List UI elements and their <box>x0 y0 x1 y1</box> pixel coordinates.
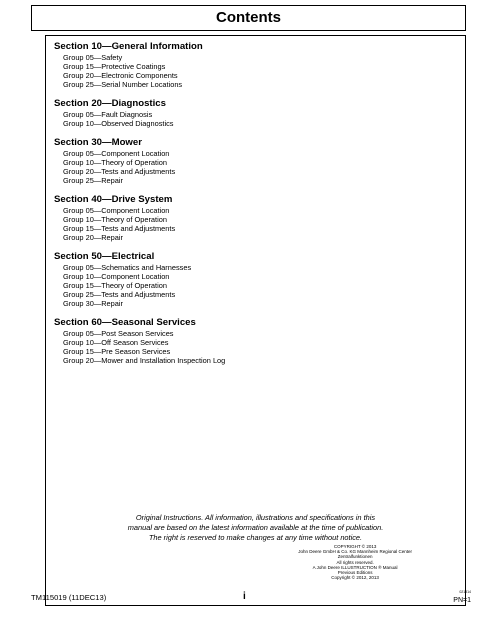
toc-section <box>54 137 457 185</box>
section-heading[interactable]: Section 40—Drive System <box>54 194 173 205</box>
group-entry[interactable]: Group 30—Repair <box>63 299 123 308</box>
notice-line: The right is reserved to make changes at any time without notice. <box>148 533 363 542</box>
group-entry[interactable]: Group 05—Component Location <box>63 149 170 158</box>
group-entry[interactable]: Group 10—Component Location <box>63 272 170 281</box>
group-entry[interactable]: Group 20—Tests and Adjustments <box>63 167 176 176</box>
copyright-line: Previous Editions <box>337 570 373 576</box>
group-entry[interactable]: Group 20—Mower and Installation Inspection Log <box>63 356 226 365</box>
copyright-line: COPYRIGHT © 2013 <box>333 544 377 549</box>
group-entry[interactable]: Group 15—Tests and Adjustments <box>63 224 176 233</box>
section-heading[interactable]: Section 60—Seasonal Services <box>54 317 196 328</box>
toc-section <box>54 251 457 308</box>
toc-section <box>54 41 457 89</box>
table-of-contents <box>54 41 457 374</box>
group-entry[interactable]: Group 25—Repair <box>63 176 123 185</box>
copyright-line: A John Deere ILLUSTRUCTION ® Manual <box>312 564 398 570</box>
section-heading[interactable]: Section 10—General Information <box>54 41 203 52</box>
group-entry[interactable]: Group 05—Post Season Services <box>63 329 174 338</box>
group-entry[interactable]: Group 05—Fault Diagnosis <box>63 110 153 119</box>
page-title: Contents <box>216 9 281 26</box>
section-heading[interactable]: Section 30—Mower <box>54 137 142 148</box>
page-number: i <box>243 591 246 602</box>
toc-section <box>54 98 457 128</box>
group-entry[interactable]: Group 10—Theory of Operation <box>63 158 167 167</box>
document-id: TM115019 (11DEC13) <box>31 593 107 602</box>
copyright-line: Zentralfunktionen <box>337 554 373 560</box>
group-entry[interactable]: Group 05—Schematics and Harnesses <box>63 263 192 272</box>
notice-line: Original Instructions. All information, illustrations and specifications in this <box>135 513 376 522</box>
group-entry[interactable]: Group 15—Protective Coatings <box>63 62 166 71</box>
section-heading[interactable]: Section 50—Electrical <box>54 251 155 262</box>
header-box <box>31 5 466 31</box>
group-entry[interactable]: Group 25—Serial Number Locations <box>63 80 183 89</box>
group-entry[interactable]: Group 25—Tests and Adjustments <box>63 290 176 299</box>
group-entry[interactable]: Group 15—Theory of Operation <box>63 281 167 290</box>
pn-label: PN=1 <box>453 597 471 604</box>
group-entry[interactable]: Group 10—Off Season Services <box>63 338 169 347</box>
toc-section <box>54 317 457 365</box>
section-heading[interactable]: Section 20—Diagnostics <box>54 98 166 109</box>
copyright-line: John Deere GmbH & Co. KG Mannheim Regional Center <box>298 549 412 555</box>
group-entry[interactable]: Group 05—Safety <box>63 53 123 62</box>
notice-line: manual are based on the latest information available at the time of publication. <box>127 523 384 532</box>
group-entry[interactable]: Group 10—Theory of Operation <box>63 215 167 224</box>
group-entry[interactable]: Group 15—Pre Season Services <box>63 347 171 356</box>
contents-box <box>45 35 466 606</box>
pn-code: 021814 <box>459 590 471 594</box>
copyright-line: Copyright © 2012, 2013 <box>331 575 379 581</box>
group-entry[interactable]: Group 20—Electronic Components <box>63 71 178 80</box>
publication-notice <box>96 513 415 543</box>
group-entry[interactable]: Group 20—Repair <box>63 233 123 242</box>
group-entry[interactable]: Group 10—Observed Diagnostics <box>63 119 174 128</box>
copyright-line: All rights reserved. <box>336 559 374 565</box>
toc-section <box>54 194 457 242</box>
copyright-block <box>298 544 412 580</box>
group-entry[interactable]: Group 05—Component Location <box>63 206 170 215</box>
